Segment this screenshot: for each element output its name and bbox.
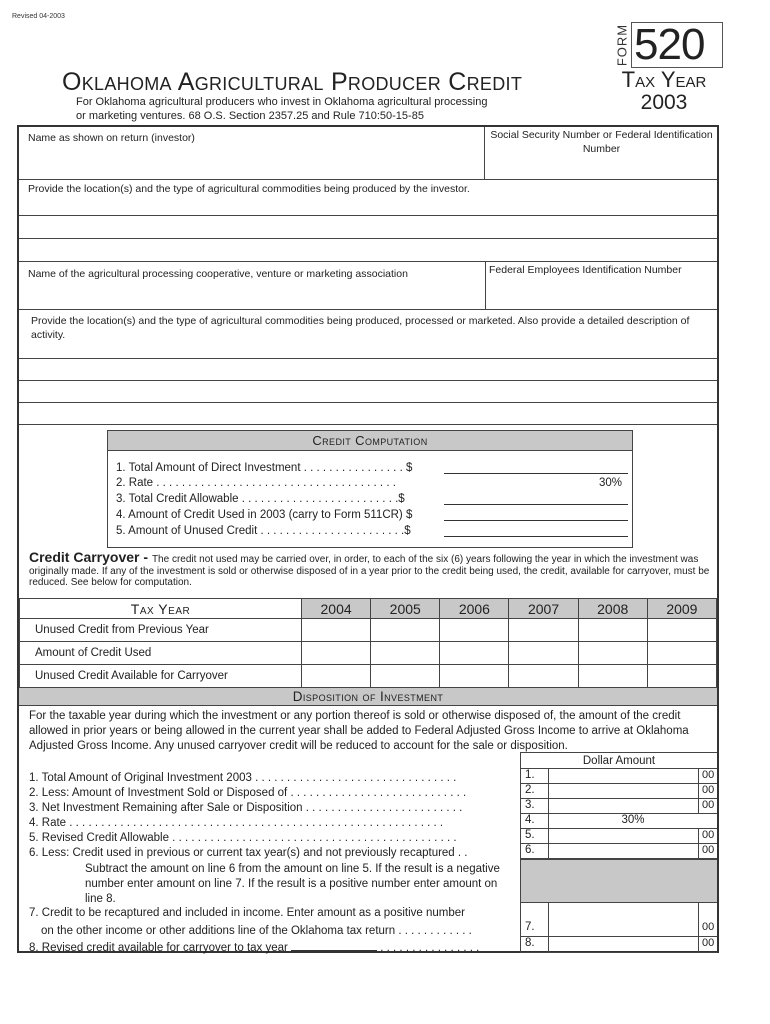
row-label: Amount of Credit Used [20,642,302,665]
form-number: 520 [631,22,723,68]
investor-locations-row[interactable] [19,180,717,216]
cc-line-3-field[interactable] [444,493,628,505]
cc-line-1-label: 1. Total Amount of Direct Investment . . . . . . . . . . . . . . . . $ [116,462,413,474]
year-header: 2008 [578,599,647,619]
disposition-title: Disposition of Investment [19,687,717,706]
credit-computation-box [107,430,633,548]
carryover-cell[interactable] [302,665,371,688]
carryover-cell[interactable] [647,619,716,642]
disposition-line-7b-label: on the other income or other additions line of the Oklahoma tax return . . . . . . . . . . . . [41,925,472,937]
amount-row-8[interactable]: 8. 00 [520,937,717,953]
form-number-box [614,21,710,69]
page-title: Oklahoma Agricultural Producer Credit [62,68,523,96]
page-subtitle: For Oklahoma agricultural producers who invest in Oklahoma agricultural processing or marketing ventures. 68 O.S. Section 2357.25 and Rule 710:50-15-85 [76,96,488,122]
amount-row-4: 4. 30% [520,814,717,829]
carryover-cell[interactable] [440,642,509,665]
year-header: 2006 [440,599,509,619]
shaded-area [520,859,717,903]
disposition-line-6-label: 6. Less: Credit used in previous or current tax year(s) and not previously recaptured . . [29,847,468,859]
amount-row-1[interactable]: 1. 00 [520,769,717,784]
year-header: 2005 [371,599,440,619]
carryover-cell[interactable] [647,642,716,665]
table-row [20,665,717,688]
carryover-cell[interactable] [371,642,440,665]
disposition-line-5-label: 5. Revised Credit Allowable . . . . . . . . . . . . . . . . . . . . . . . . . . . . . . . . . . . . . . . . . . . . . [29,832,457,844]
venture-locations-row[interactable] [19,310,717,359]
venture-name-label: Name of the agricultural processing cooperative, venture or marketing association [28,268,408,280]
disposition-line-1-label: 1. Total Amount of Original Investment 2003 . . . . . . . . . . . . . . . . . . . . . . . . . . . . . . . . [29,772,457,784]
carryover-cell[interactable] [578,665,647,688]
cc-line-4-label: 4. Amount of Credit Used in 2003 (carry to Form 511CR) $ [116,509,413,521]
cc-line-3-label: 3. Total Credit Allowable . . . . . . . . . . . . . . . . . . . . . . . . .$ [116,493,405,505]
amount-row-7[interactable]: 7. 00 [520,903,717,937]
carryover-cell[interactable] [440,619,509,642]
carryover-cell[interactable] [509,642,578,665]
table-row [20,619,717,642]
carryover-cell[interactable] [371,665,440,688]
revised-date: Revised 04-2003 [12,13,65,20]
carryover-text: Credit Carryover - The credit not used may be carried over, in order, to each of the six (6) years following the year in which the investment was originally made. If any of the investment is sold or otherwise disposed of in a year prior to the credit being used, the credit, available for carryover, must be reduced. See below for computation. [29,549,710,588]
row-label: Unused Credit from Previous Year [20,619,302,642]
carryover-year-field[interactable] [291,941,377,951]
investor-name-field[interactable] [19,145,483,179]
cc-line-5-label: 5. Amount of Unused Credit . . . . . . . . . . . . . . . . . . . . . . .$ [116,525,411,537]
ssn-field[interactable] [485,157,717,179]
disposition-line-7a-label: 7. Credit to be recaptured and included in income. Enter amount as a positive number [29,907,465,919]
tax-year-value: 2003 [640,91,688,114]
venture-locations-line-3[interactable] [19,381,717,403]
venture-locations-line-4[interactable] [19,403,717,425]
year-header: 2004 [302,599,371,619]
investor-name-label: Name as shown on return (investor) [28,132,195,144]
carryover-table [19,598,717,688]
carryover-cell[interactable] [371,619,440,642]
venture-locations-label: Provide the location(s) and the type of agricultural commodities being produced, processed or marketed. Also provide a detailed description of activity. [31,315,690,341]
cc-line-4-field[interactable] [444,509,628,521]
disposition-note: Subtract the amount on line 6 from the amount on line 5. If the result is a negative number enter amount on line 7. If the result is a positive number enter amount on line 8. [85,863,500,905]
dollar-amount-header: Dollar Amount [520,752,717,769]
carryover-cell[interactable] [578,619,647,642]
investor-locations-line-2[interactable] [19,216,717,239]
amount-row-3[interactable]: 3. 00 [520,799,717,814]
carryover-header-row [20,599,717,619]
carryover-cell[interactable] [440,665,509,688]
disposition-text: For the taxable year during which the investment or any portion thereof is sold or otherwise disposed of, the amount of the credit allowed in prior years or being allowed in the current year shall be added to Federal Adjusted Gross Income to arrive at Oklahoma Adjusted Gross Income. Any unused carryover credit will be reduced to account for the sale or disposition. [29,710,689,752]
form-word: FORM [614,23,630,67]
venture-name-row [19,262,717,310]
amount-row-6[interactable]: 6. 00 [520,844,717,859]
carryover-cell[interactable] [302,642,371,665]
form-body [17,125,719,953]
cc-line-5-field[interactable] [444,525,628,537]
row-label: Unused Credit Available for Carryover [20,665,302,688]
cc-line-1-field[interactable] [444,462,628,474]
credit-computation-title: Credit Computation [108,431,632,451]
ssn-label: Social Security Number or Federal Identification Number [490,129,713,155]
amount-row-2[interactable]: 2. 00 [520,784,717,799]
cc-line-2-label: 2. Rate . . . . . . . . . . . . . . . . . . . . . . . . . . . . . . . . . . . . . . [116,477,396,489]
disposition-line-3-label: 3. Net Investment Remaining after Sale or Disposition . . . . . . . . . . . . . . . . . . . . . . . . . [29,802,463,814]
disposition-line-4-label: 4. Rate . . . . . . . . . . . . . . . . . . . . . . . . . . . . . . . . . . . . . . . . . . . . . . . . . . . . . . . . . . . [29,817,444,829]
tax-year-label: Tax Year [621,67,707,92]
year-header: 2009 [647,599,716,619]
disposition-rate: 30% [621,814,645,826]
disposition-line-8-label: 8. Revised credit available for carryover to tax year . . . . . . . . . . . . . . . . [29,942,480,954]
fein-field[interactable] [486,280,717,309]
carryover-cell[interactable] [509,619,578,642]
venture-name-field[interactable] [19,282,484,309]
table-row [20,642,717,665]
cc-line-2-rate: 30% [598,477,622,489]
investor-locations-label: Provide the location(s) and the type of agricultural commodities being produced by the investor. [28,183,470,195]
investor-name-row [19,127,717,180]
carryover-cell[interactable] [509,665,578,688]
disposition-line-2-label: 2. Less: Amount of Investment Sold or Disposed of . . . . . . . . . . . . . . . . . . . . . . . . . . . . [29,787,467,799]
carryover-cell[interactable] [647,665,716,688]
carryover-heading: Credit Carryover - [29,549,152,565]
carryover-cell[interactable] [302,619,371,642]
amount-row-5[interactable]: 5. 00 [520,829,717,844]
fein-label: Federal Employees Identification Number [489,264,682,276]
investor-locations-line-3[interactable] [19,239,717,262]
year-header: 2007 [509,599,578,619]
venture-locations-line-2[interactable] [19,359,717,381]
tax-year-column-header: Tax Year [20,599,302,619]
carryover-cell[interactable] [578,642,647,665]
